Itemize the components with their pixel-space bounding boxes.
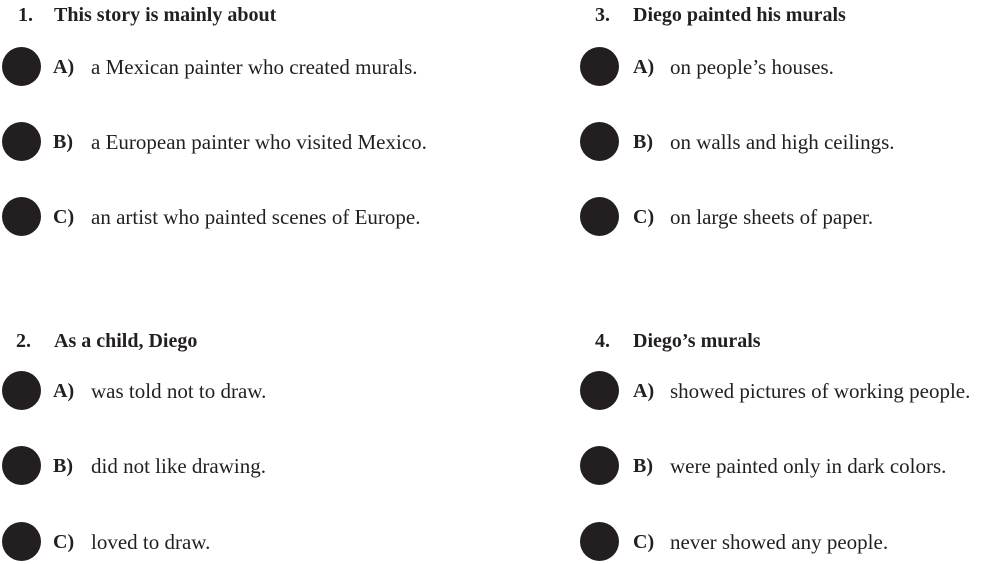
question-number: 4. (595, 330, 610, 352)
option-letter: C) (633, 206, 655, 228)
option-c[interactable] (580, 522, 1003, 562)
answer-bubble[interactable] (2, 446, 41, 485)
answer-bubble[interactable] (580, 197, 619, 236)
option-c[interactable] (2, 522, 462, 562)
answer-bubble[interactable] (580, 47, 619, 86)
option-text: never showed any people. (670, 530, 889, 554)
option-a[interactable] (580, 47, 1003, 87)
answer-bubble[interactable] (2, 371, 41, 410)
option-letter: A) (53, 380, 75, 402)
option-letter: C) (53, 531, 75, 553)
option-text: showed pictures of working people. (670, 379, 971, 403)
option-b[interactable] (2, 446, 462, 486)
option-a[interactable] (580, 371, 1003, 411)
option-letter: B) (53, 131, 73, 153)
option-c[interactable] (580, 197, 1003, 237)
option-letter: B) (53, 455, 73, 477)
option-text: a Mexican painter who created murals. (91, 55, 418, 79)
option-text: did not like drawing. (91, 454, 266, 478)
question-prompt: This story is mainly about (54, 4, 277, 26)
question-prompt: As a child, Diego (54, 330, 198, 352)
option-text: on large sheets of paper. (670, 205, 874, 229)
answer-bubble[interactable] (580, 122, 619, 161)
answer-bubble[interactable] (580, 446, 619, 485)
option-c[interactable] (2, 197, 462, 237)
option-letter: A) (633, 380, 655, 402)
option-letter: A) (633, 56, 655, 78)
option-a[interactable] (2, 47, 462, 87)
option-b[interactable] (2, 122, 462, 162)
option-letter: B) (633, 455, 653, 477)
option-letter: C) (633, 531, 655, 553)
question-number: 1. (18, 4, 33, 26)
option-text: loved to draw. (91, 530, 211, 554)
answer-bubble[interactable] (2, 122, 41, 161)
option-letter: A) (53, 56, 75, 78)
answer-bubble[interactable] (2, 197, 41, 236)
question-number: 3. (595, 4, 610, 26)
question-prompt: Diego painted his murals (633, 4, 846, 26)
option-text: a European painter who visited Mexico. (91, 130, 427, 154)
option-text: on people’s houses. (670, 55, 834, 79)
question-number: 2. (16, 330, 31, 352)
answer-bubble[interactable] (580, 522, 619, 561)
question-prompt: Diego’s murals (633, 330, 761, 352)
option-text: on walls and high ceilings. (670, 130, 895, 154)
option-text: were painted only in dark colors. (670, 454, 947, 478)
answer-bubble[interactable] (2, 47, 41, 86)
option-b[interactable] (580, 122, 1003, 162)
option-letter: C) (53, 206, 75, 228)
answer-bubble[interactable] (2, 522, 41, 561)
answer-bubble[interactable] (580, 371, 619, 410)
option-text: an artist who painted scenes of Europe. (91, 205, 421, 229)
option-b[interactable] (580, 446, 1003, 486)
option-a[interactable] (2, 371, 462, 411)
option-text: was told not to draw. (91, 379, 267, 403)
option-letter: B) (633, 131, 653, 153)
